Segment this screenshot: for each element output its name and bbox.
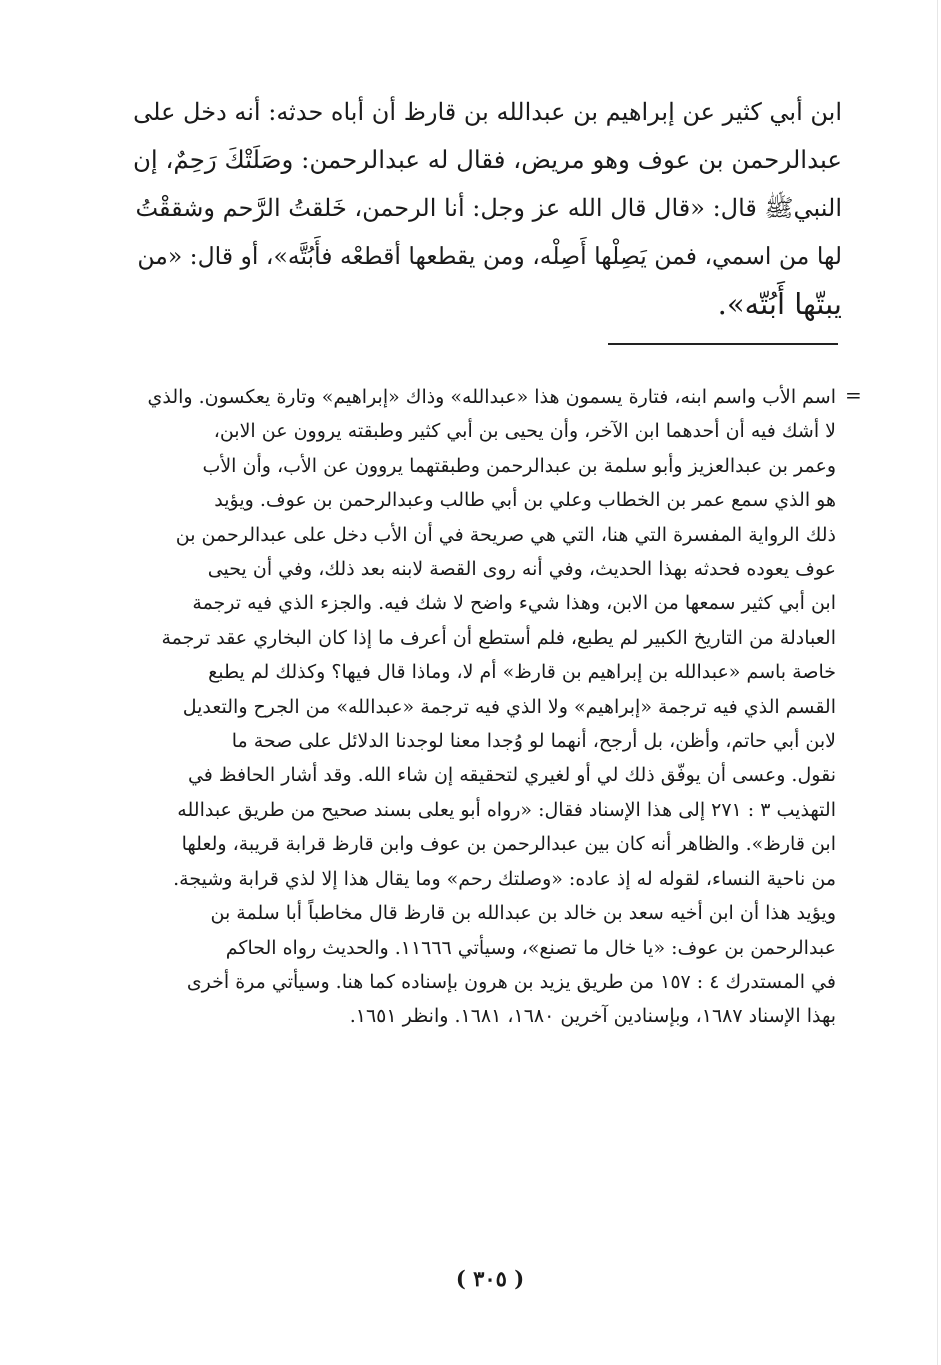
footnote-line-7: ابن أبي كثير سمعها من الابن، وهذا شيء واضح لا شك فيه. والجزء الذي فيه ترجمة: [192, 592, 836, 615]
footnote-line-11: لابن أبي حاتم، وأظن، بل أرجح، أنهما لو وُجدا معنا لوجدنا الدلائل على صحة ما: [231, 730, 836, 753]
footnote-line-6: عوف يعوده فحدثه بهذا الحديث، وفي أنه روى القصة لابنه بعد ذلك، وفي أن يحيى: [207, 558, 836, 581]
scan-edge-line: [937, 0, 938, 1365]
footnote-line-17: عبدالرحمن بن عوف: «يا خال ما تصنع»، وسيأتي ١١٦٦٦. والحديث رواه الحاكم: [225, 936, 836, 959]
footnote-line-14: ابن قارظ». والظاهر أنه كان بين عبدالرحمن بن عوف وابن قارظ قرابة قريبة، ولعلها: [181, 833, 836, 856]
footnote-line-13: التهذيب ٣ : ٢٧١ إلى هذا الإسناد فقال: «رواه أبو يعلى بسند صحيح من طريق عبدالله: [177, 798, 836, 821]
footnote-line-18: في المستدرك ٤ : ١٥٧ من طريق يزيد بن هرون بإسناده كما هنا. وسيأتي مرة أخرى: [186, 970, 836, 993]
footnote-line-15: من ناحية النساء، لقوله له إذ عاده: «وصلتك رحم» وما يقال هذا إلا لذي قرابة وشيجة.: [173, 867, 836, 890]
footnote-separator: [608, 343, 838, 345]
page-number: ( ٣٠٥ ): [455, 1266, 525, 1291]
footnote-line-3: وعمر بن عبدالعزيز وأبو سلمة بن عبدالرحمن وطبقتهما يروون عن الأب، وأن الأب: [202, 454, 836, 477]
footnote-line-19: بهذا الإسناد ١٦٨٧، وبإسنادين آخرين ١٦٨٠، ١٦٨١. وانظر ١٦٥١.: [349, 1005, 836, 1028]
hadith-line-4: لها من اسمي، فمن يَصِلْها أَصِلْه، ومن يقطعها أقطعْه فأَبُتَّه»، أو قال: «من: [137, 242, 842, 270]
hadith-text: [130, 88, 842, 328]
footnote-line-4: هو الذي سمع عمر بن الخطاب وعلي بن أبي طالب وعبدالرحمن بن عوف. ويؤيد: [214, 489, 836, 512]
footnote-line-1: اسم الأب واسم ابنه، فتارة يسمون هذا «عبدالله» وذاك «إبراهيم» وتارة يعكسون. والذي: [147, 386, 836, 408]
hadith-line-1: ابن أبي كثير عن إبراهيم بن عبدالله بن قارظ أن أباه حدثه: أنه دخل على: [133, 98, 842, 126]
footnote-line-16: ويؤيد هذا أن ابن أخيه سعد بن خالد بن عبدالله بن قارظ قال مخاطباً أبا سلمة بن: [210, 902, 836, 925]
footnote-text: [136, 380, 836, 1034]
footnote-continuation-mark: =: [845, 383, 862, 407]
footnote-line-8: العبادلة من التاريخ الكبير لم يطبع، فلم أستطع أن أعرف ما إذا كان البخاري عقد ترجمة: [161, 626, 836, 649]
footnote-line-12: نقول. وعسى أن يوفّق ذلك لي أو لغيري لتحقيقه إن شاء الله. وقد أشار الحافظ في: [187, 764, 836, 787]
footnote-line-5: ذلك الرواية المفسرة التي هنا، التي هي صريحة في أن الأب دخل على عبدالرحمن بن: [175, 523, 836, 546]
footnote-line-2: لا أشك فيه أن أحدهما ابن الآخر، وأن يحيى بن أبي كثير وطبقته يروون عن الابن،: [213, 420, 836, 443]
footnote-line-9: خاصة باسم «عبدالله بن إبراهيم بن قارظ» أم لا، وماذا قال فيها؟ وكذلك لم يطبع: [208, 661, 836, 684]
hadith-line-3: النبيﷺ قال: «قال قال الله عز وجل: أنا الرحمن، خَلقتُ الرَّحم وشققْتُ: [135, 194, 842, 222]
hadith-line-2: عبدالرحمن بن عوف وهو مريض، فقال له عبدالرحمن: وصَلَتْكَ رَحِمٌ، إن: [132, 145, 842, 174]
footnote-line-10: القسم الذي فيه ترجمة «إبراهيم» ولا الذي فيه ترجمة «عبدالله» من الجرح والتعديل: [182, 695, 836, 718]
hadith-line-5: يبتّها أَبُتّه».: [717, 287, 842, 321]
